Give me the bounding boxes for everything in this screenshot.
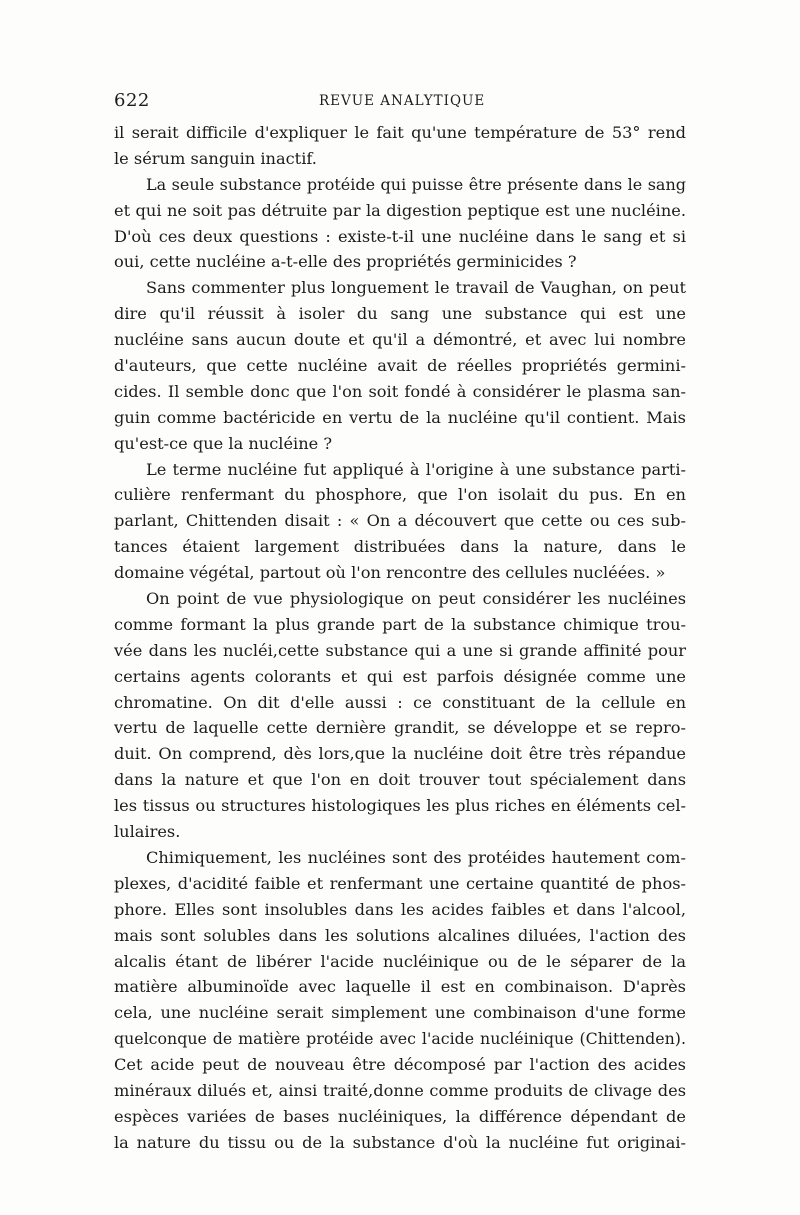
text-line: mais sont solubles dans les solutions alcalines diluées, l'action des — [114, 925, 686, 945]
page-number: 622 — [114, 90, 150, 111]
text-line: D'où ces deux questions : existe-t-il une nucléine dans le sang et si — [114, 226, 686, 246]
text-line: vée dans les nucléi,cette substance qui a une si grande affinité pour — [114, 640, 686, 660]
body-text — [114, 120, 686, 1156]
text-line: vertu de laquelle cette dernière grandit, se développe et se repro- — [114, 718, 686, 738]
text-line: certains agents colorants et qui est parfois désignée comme une — [114, 666, 686, 686]
text-line: Le terme nucléine fut appliqué à l'origine à une substance parti- — [146, 459, 686, 479]
text-line: quelconque de matière protéide avec l'acide nucléinique (Chittenden). — [114, 1029, 686, 1049]
text-line: oui, cette nucléine a-t-elle des propriétés germinicides ? — [114, 252, 577, 272]
text-line: duit. On comprend, dès lors,que la nucléine doit être très répandue — [114, 744, 686, 764]
text-line: plexes, d'acidité faible et renfermant une certaine quantité de phos- — [114, 873, 686, 893]
text-line: parlant, Chittenden disait : « On a découvert que cette ou ces sub- — [114, 511, 686, 531]
text-line: domaine végétal, partout où l'on rencontre des cellules nucléées. » — [114, 563, 666, 583]
text-line: Chimiquement, les nucléines sont des protéides hautement com- — [146, 847, 686, 867]
text-line: espèces variées de bases nucléiniques, la différence dépendant de — [114, 1106, 686, 1126]
text-line: cides. Il semble donc que l'on soit fondé à considérer le plasma san- — [114, 381, 686, 401]
text-line: il serait difficile d'expliquer le fait qu'une température de 53° rend — [114, 123, 686, 142]
text-line: d'auteurs, que cette nucléine avait de réelles propriétés germini- — [114, 356, 686, 376]
text-line: qu'est-ce que la nucléine ? — [114, 433, 333, 453]
text-line: le sérum sanguin inactif. — [114, 148, 317, 168]
text-line: nucléine sans aucun doute et qu'il a démontré, et avec lui nombre — [114, 330, 686, 350]
text-line: phore. Elles sont insolubles dans les acides faibles et dans l'alcool, — [114, 899, 686, 919]
text-line: comme formant la plus grande part de la substance chimique trou- — [114, 614, 686, 634]
text-line: dire qu'il réussit à isoler du sang une substance qui est une — [114, 304, 686, 324]
running-head: REVUE ANALYTIQUE — [319, 93, 486, 109]
text-line: guin comme bactéricide en vertu de la nucléine qu'il contient. Mais — [114, 407, 686, 427]
text-line: alcalis étant de libérer l'acide nucléinique ou de le séparer de la — [114, 951, 686, 971]
text-line: dans la nature et que l'on en doit trouver tout spécialement dans — [114, 770, 686, 790]
text-line: chromatine. On dit d'elle aussi : ce constituant de la cellule en — [114, 692, 686, 712]
text-line: lulaires. — [114, 822, 181, 842]
text-line: Cet acide peut de nouveau être décomposé par l'action des acides — [114, 1055, 686, 1075]
text-line: La seule substance protéide qui puisse être présente dans le sang — [146, 174, 686, 194]
page-header — [114, 90, 686, 114]
text-line: minéraux dilués et, ainsi traité,donne comme produits de clivage des — [114, 1080, 686, 1100]
text-line: cela, une nucléine serait simplement une combinaison d'une forme — [114, 1003, 686, 1023]
text-line: On point de vue physiologique on peut considérer les nucléines — [146, 589, 686, 609]
text-line: matière albuminoïde avec laquelle il est en combinaison. D'après — [114, 977, 686, 997]
text-line: les tissus ou structures histologiques les plus riches en éléments cel- — [114, 796, 686, 816]
text-line: tances étaient largement distribuées dans la nature, dans le — [114, 537, 686, 557]
text-line: Sans commenter plus longuement le travail de Vaughan, on peut — [146, 278, 686, 298]
text-line: la nature du tissu ou de la substance d'où la nucléine fut originai- — [114, 1132, 686, 1152]
text-line: et qui ne soit pas détruite par la digestion peptique est une nucléine. — [114, 200, 686, 220]
text-line: culière renfermant du phosphore, que l'on isolait du pus. En en — [114, 485, 686, 505]
